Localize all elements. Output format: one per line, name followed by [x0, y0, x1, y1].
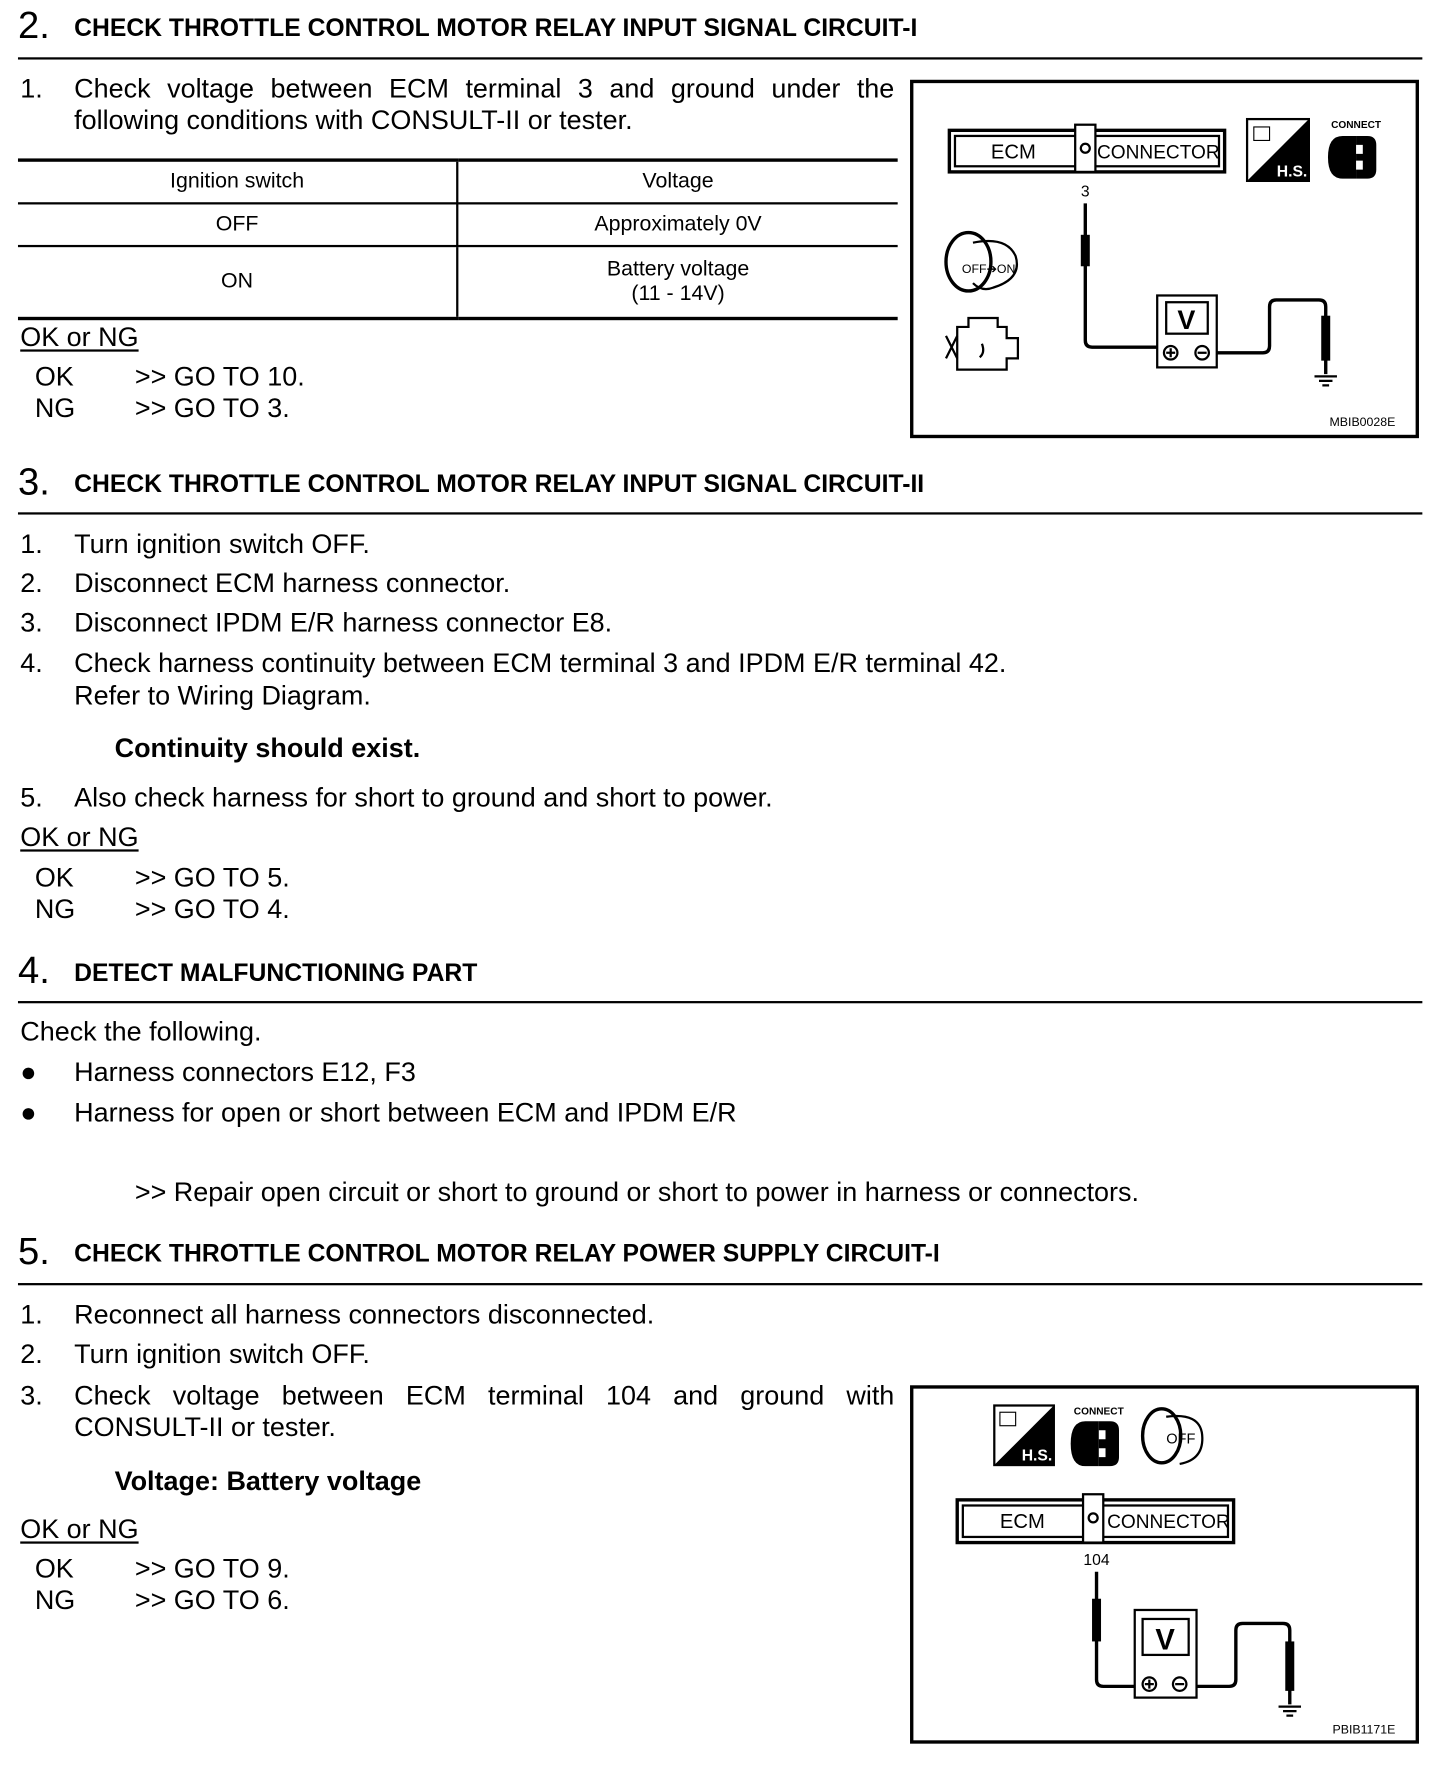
voltmeter-icon [1157, 295, 1217, 367]
ng-action-link[interactable]: >> GO TO 4. [134, 894, 290, 925]
ok-or-ng-label: OK or NG [20, 322, 139, 353]
spec-text: Continuity should exist. [114, 733, 421, 764]
key-position-label: OFF [1166, 1431, 1196, 1448]
terminal-number: 104 [1083, 1552, 1110, 1570]
divider [18, 1001, 1422, 1003]
ecm-label: ECM [990, 141, 1036, 164]
wiring-figure-2 [910, 1385, 1419, 1743]
step-title: DETECT MALFUNCTIONING PART [74, 958, 478, 987]
ok-action-link[interactable]: >> GO TO 9. [134, 1553, 290, 1585]
instruction-text: Refer to Wiring Diagram. [74, 680, 371, 712]
table-row [18, 203, 898, 246]
item-number: 3. [20, 607, 43, 639]
step-title: CHECK THROTTLE CONTROL MOTOR RELAY INPUT SIGNAL CIRCUIT-II [74, 469, 925, 498]
ecm-label: ECM [999, 1510, 1045, 1533]
connect-icon [1071, 1406, 1125, 1466]
instruction-text: Reconnect all harness connectors disconnected. [74, 1299, 655, 1331]
connect-label: CONNECT [1073, 1406, 1124, 1418]
instruction-text: Turn ignition switch OFF. [74, 1339, 370, 1370]
instruction-text: Disconnect ECM harness connector. [74, 568, 511, 599]
ok-action-link[interactable]: >> GO TO 5. [134, 862, 290, 894]
connect-icon [1328, 120, 1382, 179]
bullet-icon: ● [20, 1097, 37, 1128]
ignition-key-icon [946, 233, 1017, 291]
ok-label: OK [34, 361, 74, 393]
ng-label: NG [34, 393, 76, 424]
step-title: CHECK THROTTLE CONTROL MOTOR RELAY POWER SUPPLY CIRCUIT-I [74, 1239, 940, 1268]
key-position-label: OFF➔ON [961, 262, 1016, 277]
table-cell: OFF [18, 203, 457, 246]
voltage-table [18, 158, 898, 320]
ground-icon [1279, 1707, 1301, 1716]
divider [18, 57, 1422, 59]
item-number: 5. [20, 783, 43, 814]
instruction-text: Also check harness for short to ground and short to power. [74, 783, 773, 814]
table-cell: Approximately 0V [457, 203, 897, 246]
item-number: 3. [20, 1380, 43, 1412]
figure-code: MBIB0028E [1329, 414, 1396, 429]
connector-label: CONNECTOR [1097, 142, 1220, 164]
item-number: 2. [20, 568, 43, 599]
connect-label: CONNECT [1331, 120, 1382, 132]
instruction-text: Disconnect IPDM E/R harness connector E8. [74, 607, 613, 639]
harness-sensor-icon [1247, 119, 1309, 181]
ng-action-link[interactable]: >> GO TO 6. [134, 1585, 290, 1616]
ng-action-link[interactable]: >> GO TO 3. [134, 393, 290, 424]
step-number: 2. [17, 4, 50, 48]
item-number: 1. [20, 1299, 43, 1331]
item-number: 4. [20, 648, 43, 679]
ok-or-ng-label: OK or NG [20, 1514, 139, 1545]
cell-line: Battery voltage [606, 257, 750, 281]
ok-label: OK [34, 862, 74, 894]
figure-code: PBIB1171E [1332, 1722, 1396, 1737]
ng-label: NG [34, 894, 76, 925]
instruction-text: Check harness continuity between ECM terminal 3 and IPDM E/R terminal 42. [74, 648, 1007, 679]
divider [18, 512, 1422, 514]
intro-text: Check the following. [20, 1016, 262, 1048]
item-number: 1. [20, 529, 43, 560]
ignition-key-icon [1143, 1409, 1203, 1464]
ok-action-link[interactable]: >> GO TO 10. [134, 361, 305, 393]
table-cell [457, 246, 897, 318]
terminal-number: 3 [1080, 183, 1090, 201]
table-cell: ON [18, 246, 457, 318]
table-row [18, 246, 898, 318]
ground-icon [1314, 376, 1336, 385]
item-number: 2. [20, 1339, 43, 1370]
ecm-connector-icon [949, 125, 1224, 172]
engine-icon [946, 318, 1018, 370]
bullet-text: Harness connectors E12, F3 [74, 1057, 416, 1088]
hs-label: H.S. [1276, 163, 1308, 181]
voltmeter-icon [1135, 1610, 1197, 1698]
bullet-text: Harness for open or short between ECM and IPDM E/R [74, 1097, 737, 1128]
bullet-icon: ● [20, 1057, 37, 1088]
ok-or-ng-label: OK or NG [20, 822, 139, 853]
spec-text: Voltage: Battery voltage [114, 1466, 422, 1497]
table-header: Ignition switch [18, 160, 457, 203]
wiring-figure-1 [910, 80, 1419, 438]
step-number: 5. [17, 1230, 50, 1273]
ecm-connector-icon [957, 1494, 1233, 1542]
harness-sensor-icon [994, 1405, 1054, 1465]
meter-label: V [1155, 1624, 1175, 1657]
connector-label: CONNECTOR [1107, 1511, 1230, 1533]
instruction-text: Check voltage between ECM terminal 104 and ground with CONSULT-II or tester. [74, 1380, 895, 1443]
item-number: 1. [20, 74, 43, 105]
instruction-text: Turn ignition switch OFF. [74, 529, 370, 560]
instruction-text: Check voltage between ECM terminal 3 and ground under the following conditions with CONSULT-II or tester. [74, 74, 895, 136]
ok-label: OK [34, 1553, 74, 1585]
step-number: 3. [17, 460, 50, 504]
table-header: Voltage [457, 160, 897, 203]
divider [18, 1283, 1422, 1285]
meter-label: V [1177, 305, 1196, 336]
cell-line: (11 - 14V) [631, 281, 725, 306]
step-title: CHECK THROTTLE CONTROL MOTOR RELAY INPUT SIGNAL CIRCUIT-I [74, 13, 918, 42]
ng-label: NG [34, 1585, 76, 1616]
step-number: 4. [17, 949, 50, 993]
hs-label: H.S. [1021, 1447, 1053, 1465]
repair-action: >> Repair open circuit or short to ground or short to power in harness or connectors. [134, 1177, 1140, 1208]
